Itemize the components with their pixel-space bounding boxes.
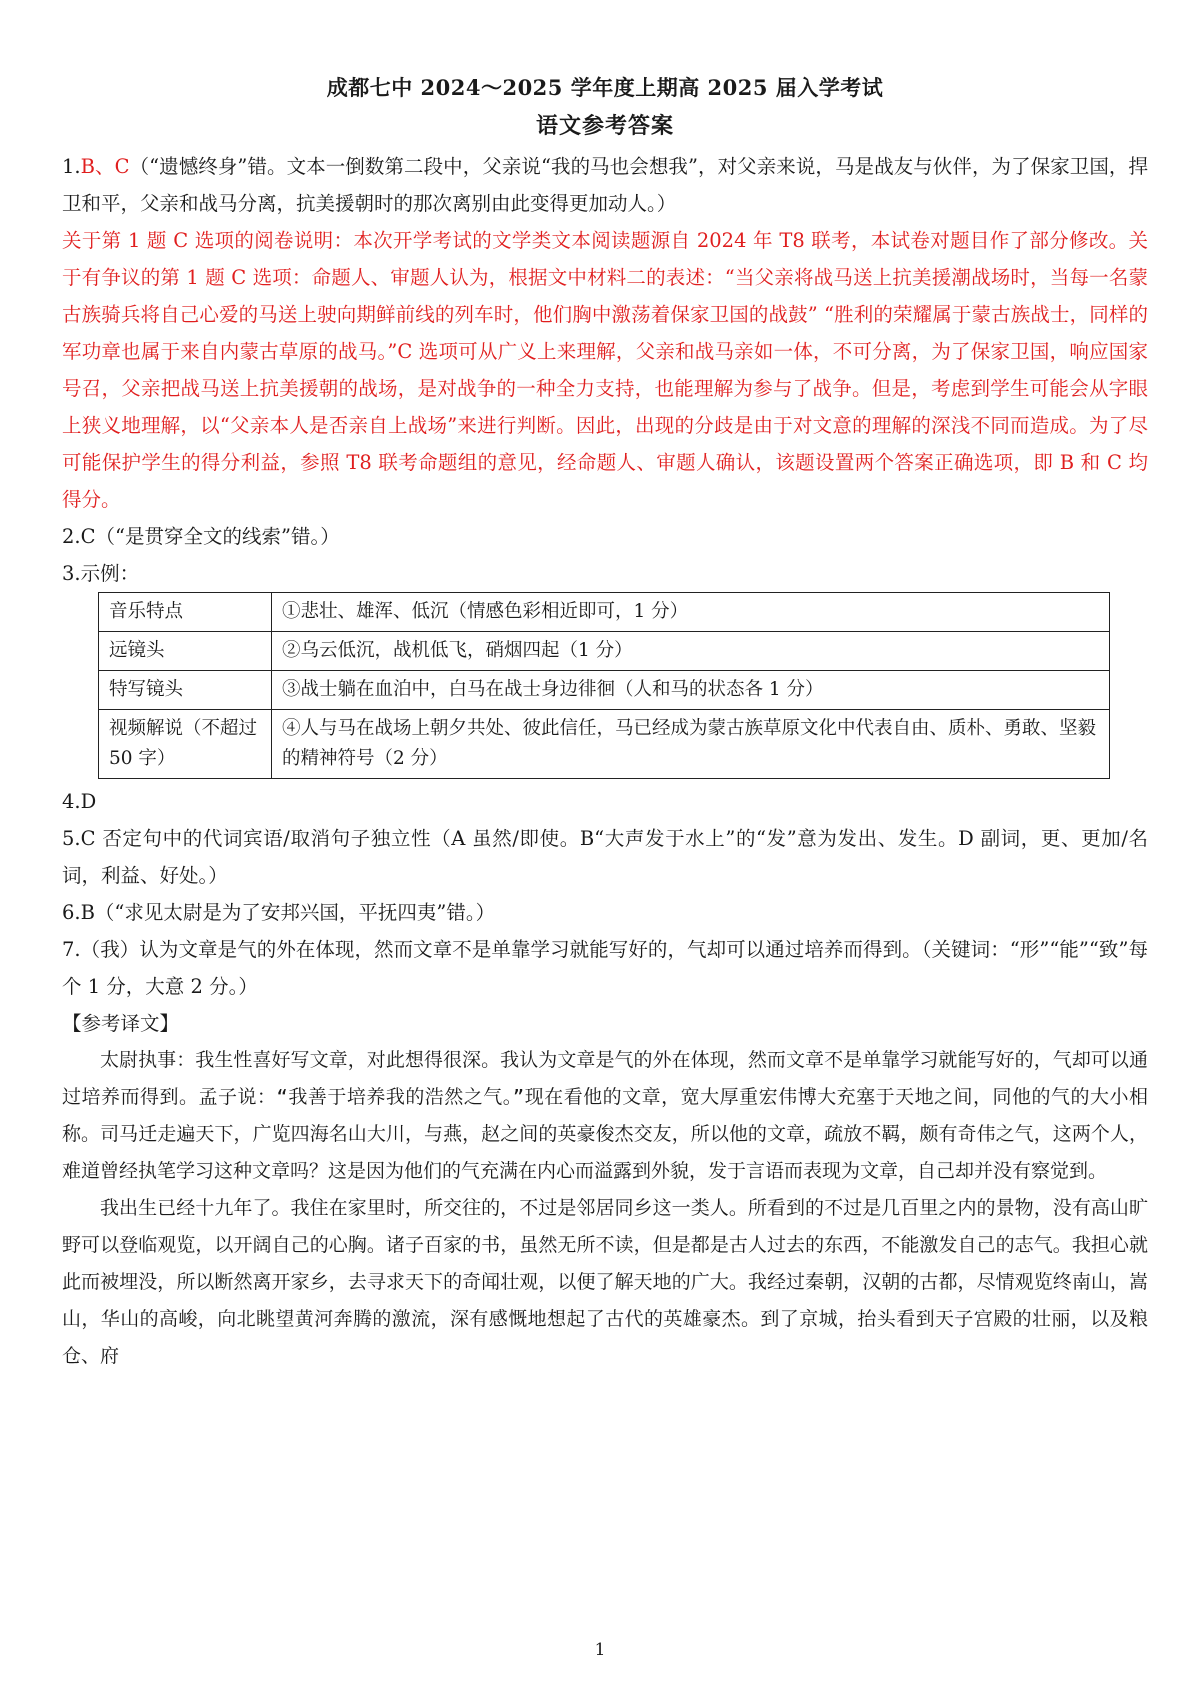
answer-q1 <box>62 148 1148 222</box>
document-page <box>62 72 1148 1375</box>
table-cell-value: ②乌云低沉，战机低飞，硝烟四起（1 分） <box>272 632 1110 671</box>
translation-paragraph-1: 太尉执事：我生性喜好写文章，对此想得很深。我认为文章是气的外在体现，然而文章不是单靠学习就能写好的，气却可以通过培养而得到。孟子说：“我善于培养我的浩然之气。”现在看他的文章，宽大厚重宏伟博大充塞于天地之间，同他的气的大小相称。司马迁走遍天下，广览四海名山大川，与燕，赵之间的英豪俊杰交友，所以他的文章，疏放不羁，颇有奇伟之气，这两个人，难道曾经执笔学习这种文章吗？这是因为他们的气充满在内心而溢露到外貌，发于言语而表现为文章，自己却并没有察觉到。 <box>62 1049 1148 1182</box>
answer-q5: 5.C 否定句中的代词宾语/取消句子独立性（A 虽然/即使。B“大声发于水上”的“发”意为发出、发生。D 副词，更、更加/名词，利益、好处。） <box>62 827 1148 887</box>
table-row <box>99 671 1110 710</box>
table-cell-key: 音乐特点 <box>99 593 272 632</box>
table-cell-value: ①悲壮、雄浑、低沉（情感色彩相近即可，1 分） <box>272 593 1110 632</box>
q1-explanation: （“遗憾终身”错。文本一倒数第二段中，父亲说“我的马也会想我”，对父亲来说，马是战友与伙伴，为了保家卫国，捍卫和平，父亲和战马分离，抗美援朝时的那次离别由此变得更加动人。） <box>62 155 1148 215</box>
answer-q2: 2.C（“是贯穿全文的线索”错。） <box>62 525 340 548</box>
table-row <box>99 632 1110 671</box>
grading-note: 关于第 1 题 C 选项的阅卷说明：本次开学考试的文学类文本阅读题源自 2024 年 T8 联考，本试卷对题目作了部分修改。关于有争议的第 1 题 C 选项：命题人、审题人认为，根据文中材料二的表述：“当父亲将战马送上抗美援潮战场时，当每一名蒙古族骑兵将自己心爱的马送上驶向期鲜前线的列车时，他们胸中激荡着保家卫国的战鼓” “胜利的荣耀属于蒙古族战士，同样的军功章也属于来自内蒙古草原的战马。”C 选项可从广义上来理解，父亲和战马亲如一体，不可分离，为了保家卫国，响应国家号召，父亲把战马送上抗美援朝的战场，是对战争的一种全力支持，也能理解为参与了战争。但是，考虑到学生可能会从字眼上狭义地理解，以“父亲本人是否亲自上战场”来进行判断。因此，出现的分歧是由于对文意的理解的深浅不同而造成。为了尽可能保护学生的得分利益，参照 T8 联考命题组的意见，经命题人、审题人确认，该题设置两个答案正确选项，即 B 和 C 均得分。 <box>62 229 1148 511</box>
translation-paragraph-2: 我出生已经十九年了。我住在家里时，所交往的，不过是邻居同乡这一类人。所看到的不过是几百里之内的景物，没有高山旷野可以登临观览，以开阔自己的心胸。诸子百家的书，虽然无所不读，但是都是古人过去的东西，不能激发自己的志气。我担心就此而被埋没，所以断然离开家乡，去寻求天下的奇闻壮观，以便了解天地的广大。我经过秦朝，汉朝的古都，尽情观览终南山，嵩山，华山的高峻，向北眺望黄河奔腾的激流，深有感慨地想起了古代的英雄豪杰。到了京城，抬头看到天子宫殿的壮丽，以及粮仓、府 <box>62 1197 1148 1367</box>
table-cell-value: ④人与马在战场上朝夕共处、彼此信任，马已经成为蒙古族草原文化中代表自由、质朴、勇敢、坚毅的精神符号（2 分） <box>272 710 1110 779</box>
exam-title: 成都七中 2024～2025 学年度上期高 2025 届入学考试 <box>326 75 884 100</box>
table-row <box>99 593 1110 632</box>
q1-answer: B、C <box>80 155 130 178</box>
table-cell-key: 视频解说（不超过 50 字） <box>99 710 272 779</box>
page-number: 1 <box>594 1640 606 1660</box>
q3-answer-table <box>98 592 1110 779</box>
answer-key-title: 语文参考答案 <box>535 113 674 139</box>
table-cell-key: 特写镜头 <box>99 671 272 710</box>
answer-q4: 4.D <box>62 790 97 813</box>
answer-q3-label: 3.示例： <box>62 562 140 585</box>
table-row <box>99 710 1110 779</box>
q1-label: 1. <box>62 155 81 178</box>
table-cell-key: 远镜头 <box>99 632 272 671</box>
table-cell-value: ③战士躺在血泊中，白马在战士身边徘徊（人和马的状态各 1 分） <box>272 671 1110 710</box>
answer-q6: 6.B（“求见太尉是为了安邦兴国，平抚四夷”错。） <box>62 901 496 924</box>
answer-q7: 7.（我）认为文章是气的外在体现，然而文章不是单靠学习就能写好的，气却可以通过培养而得到。（关键词：“形”“能”“致”每个 1 分，大意 2 分。） <box>62 938 1148 998</box>
reference-translation-heading: 【参考译文】 <box>62 1012 180 1035</box>
